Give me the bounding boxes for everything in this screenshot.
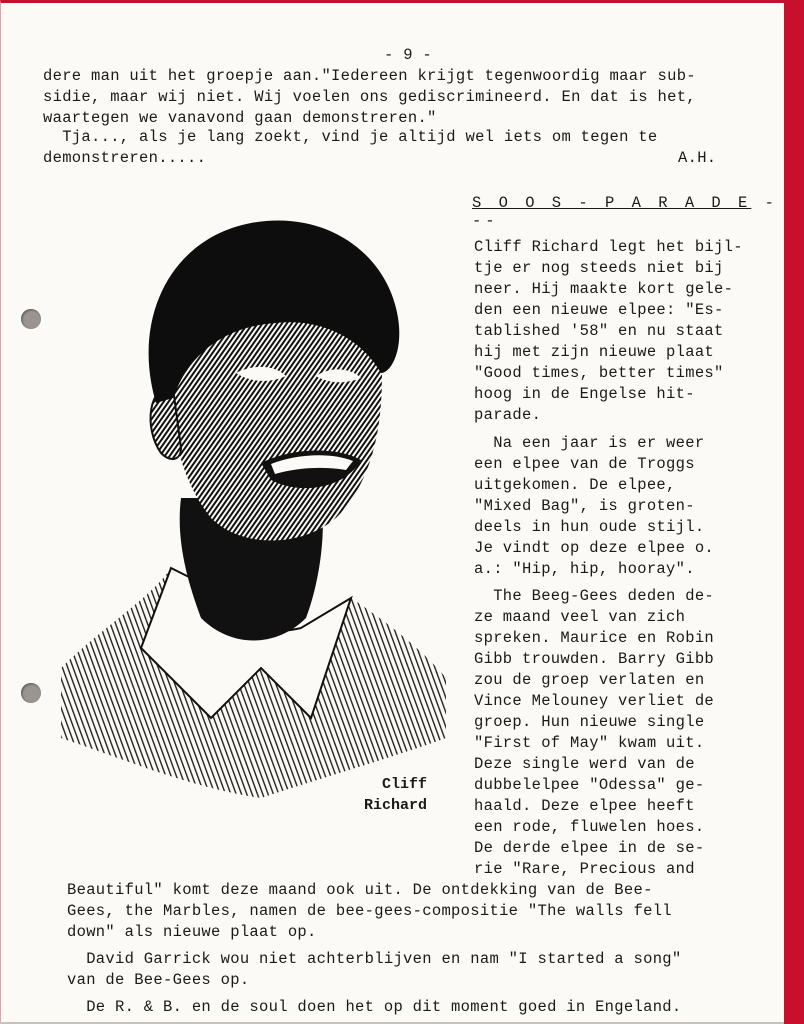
column-line: haald. Deze elpee heeft: [474, 797, 695, 815]
page-edge: [784, 0, 804, 1024]
column-heading: [472, 194, 784, 230]
column-line: The Beeg-Gees deden de-: [474, 587, 715, 605]
heading-text: S O O S - P A R A D E: [472, 194, 752, 212]
column-line: spreken. Maurice en Robin: [474, 629, 715, 647]
column-line: "Good times, better times": [474, 364, 724, 382]
portrait-illustration: [61, 198, 446, 813]
column-line: groep. Hun nieuwe single: [474, 713, 705, 731]
text-line: down" als nieuwe plaat op.: [67, 923, 317, 941]
column-line: een rode, fluwelen hoes.: [474, 818, 705, 836]
punch-hole: [21, 683, 41, 703]
text-line: Tja..., als je lang zoekt, vind je altijd wel iets om tegen te: [43, 128, 658, 146]
portrait-caption: [331, 774, 427, 816]
column-line: hij met zijn nieuwe plaat: [474, 343, 715, 361]
punch-hole: [21, 309, 41, 329]
page-number: - 9 -: [384, 46, 433, 64]
column-line: parade.: [474, 406, 542, 424]
column-line: neer. Hij maakte kort gele-: [474, 280, 734, 298]
column-line: den een nieuwe elpee: "Es-: [474, 301, 724, 319]
column-line: a.: "Hip, hip, hooray".: [474, 560, 695, 578]
column-line: dubbelelpee "Odessa" ge-: [474, 776, 705, 794]
caption-line: Cliff: [381, 776, 427, 793]
column-line: Vince Melouney verliet de: [474, 692, 715, 710]
column-line: een elpee van de Troggs: [474, 455, 695, 473]
column-line: Na een jaar is er weer: [474, 434, 705, 452]
column-line: tje er nog steeds niet bij: [474, 259, 724, 277]
column-line: hoog in de Engelse hit-: [474, 385, 695, 403]
text-line: Beautiful" komt deze maand ook uit. De ontdekking van de Bee-: [67, 881, 653, 899]
text-line: David Garrick wou niet achterblijven en nam "I started a song": [67, 950, 682, 968]
column-line: "Mixed Bag", is groten-: [474, 497, 695, 515]
caption-line: Richard: [363, 797, 427, 814]
column-line: zou de groep verlaten en: [474, 671, 705, 689]
text-line: waartegen we vanavond gaan demonstreren.": [43, 109, 437, 127]
column-line: Deze single werd van de: [474, 755, 695, 773]
text-line: Gees, the Marbles, namen de bee-gees-compositie "The walls fell: [67, 902, 672, 920]
text-line: dere man uit het groepje aan."Iedereen krijgt tegenwoordig maar sub-: [43, 67, 696, 85]
heading-tail: ---: [472, 194, 778, 230]
text-line: van de Bee-Gees op.: [67, 971, 250, 989]
column-line: Cliff Richard legt het bijl-: [474, 238, 743, 256]
column-line: rie "Rare, Precious and: [474, 860, 695, 878]
column-line: ze maand veel van zich: [474, 608, 686, 626]
text-line: demonstreren.....: [43, 149, 207, 167]
column-line: uitgekomen. De elpee,: [474, 476, 676, 494]
column-line: deels in hun oude stijl.: [474, 518, 705, 536]
column-line: Je vindt op deze elpee o.: [474, 539, 715, 557]
text-line: sidie, maar wij niet. Wij voelen ons gediscrimineerd. En dat is het,: [43, 88, 696, 106]
column-line: De derde elpee in de se-: [474, 839, 705, 857]
signature: A.H.: [678, 149, 717, 167]
column-line: tablished '58" en nu staat: [474, 322, 724, 340]
text-line: De R. & B. en de soul doen het op dit moment goed in Engeland.: [67, 998, 682, 1016]
column-line: Gibb trouwden. Barry Gibb: [474, 650, 715, 668]
column-line: "First of May" kwam uit.: [474, 734, 705, 752]
